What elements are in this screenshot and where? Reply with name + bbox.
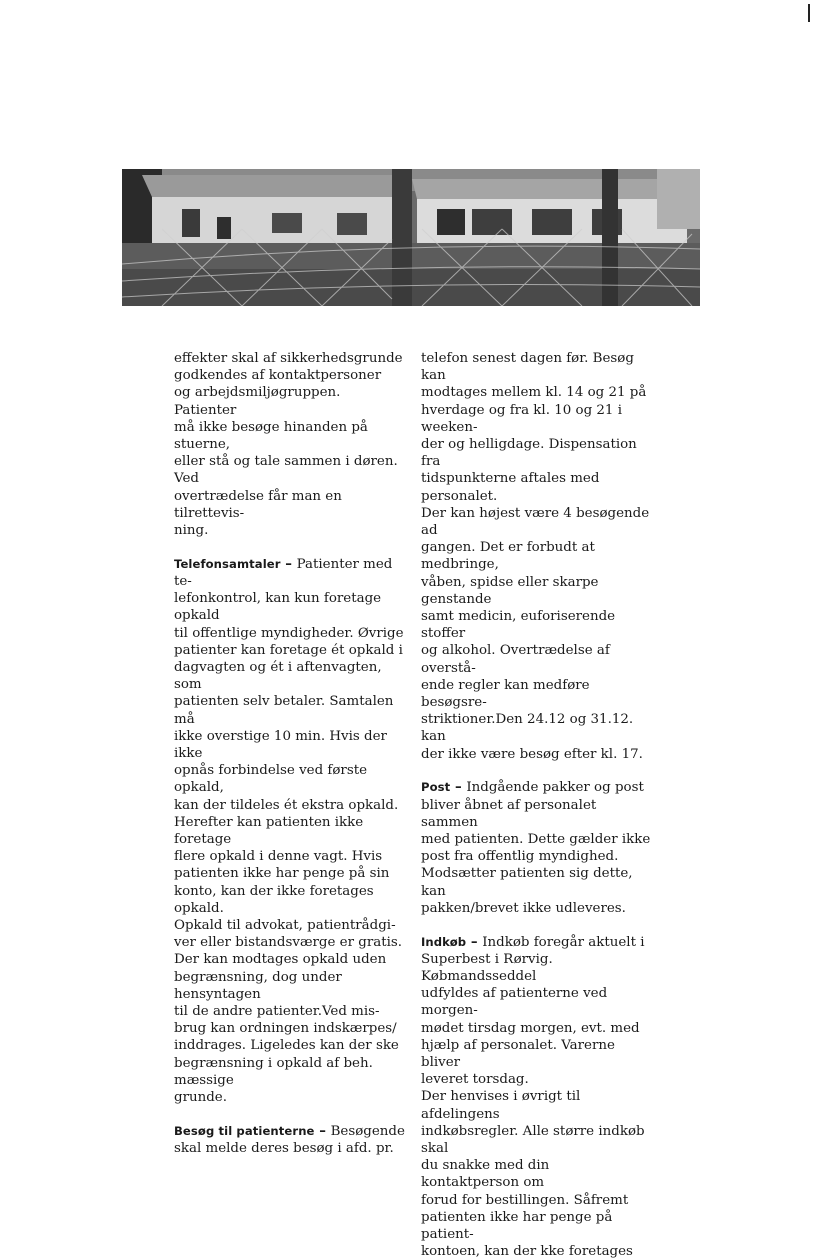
right-column [421, 350, 651, 1260]
indkob-body: Indkøb foregår aktuelt i Superbest i Rørvig. Købmandsseddel udfyldes af patienterne ved morgen- mødet tirsdag morgen, evt. med hjælp af personalet. Varerne bliver leveret torsdag. Der henvises i øvrigt til afdelingens indkøbsregler. Alle større indkøb skal du snakke med din kontaktperson om forud for bestillingen. Såfremt patienten ikke har penge på patient- kontoen, kan der kke foretages [421, 935, 645, 1260]
besog-continuation: telefon senest dagen før. Besøg kan modtages mellem kl. 14 og 21 på hverdage og fra kl. 10 og 21 i weeken- der og helligdage. Dispensation fra tidspunkterne aftales med personalet. Der kan højest være 4 besøgende ad gangen. Det er forbudt at medbringe, våben, spidse eller skarpe genstande samt medicin, euforiserende stoffer og alkohol. Overtrædelse af overstå- ende regler kan medføre besøgsre- striktioner.Den 24.12 og 31.12. kan der ikke være besøg efter kl. 17. [421, 350, 651, 763]
page-edge-mark [808, 4, 810, 22]
indkob-heading: Indkøb [421, 935, 466, 949]
post-section [421, 779, 651, 917]
besog-heading: Besøg til patienterne [174, 1124, 315, 1138]
telefon-body: Patienter med te- lefonkontrol, kan kun foretage opkald til offentlige myndigheder. Øvrige patienter kan foretage ét opkald i dagvagten og ét i aftenvagten, som patienten selv betaler. Samtalen må ikke overstige 10 min. Hvis der ikke opnås forbindelse ved første opkald, kan der tildeles ét ekstra opkald. Herefter kan patienten ikke foretage flere opkald i denne vagt. Hvis patienten ikke har penge på sin konto, kan der ikke foretages opkald. Opkald til advokat, patientrådgi- ver eller bistandsværge er gratis. Der kan modtages opkald uden begrænsning, dog under hensyntagen til de andre patienter.Ved mis- brug kan ordningen indskærpes/ inddrages. Ligeledes kan der ske begrænsning i opkald af beh. mæssige grunde. [174, 557, 404, 1105]
telefon-separator: – [281, 557, 297, 572]
post-separator: – [450, 780, 466, 795]
building-photo-graphic [122, 169, 700, 306]
telefon-section [174, 556, 406, 1107]
besog-body: Besøgende skal melde deres besøg i afd. pr. [174, 1124, 405, 1156]
indkob-section [421, 934, 651, 1260]
besog-separator: – [315, 1124, 331, 1139]
left-column [174, 350, 406, 1157]
telefon-heading: Telefonsamtaler [174, 557, 281, 571]
intro-paragraph: effekter skal af sikkerhedsgrunde godkendes af kontaktpersoner og arbejdsmiljøgruppen. Patienter må ikke besøge hinanden på stuerne, eller stå og tale sammen i døren. Ved overtrædelse får man en tilrettevis- ning. [174, 350, 406, 539]
post-heading: Post [421, 780, 450, 794]
indkob-separator: – [466, 935, 482, 950]
besog-section [174, 1123, 406, 1157]
building-fence-photo [122, 169, 700, 306]
post-body: Indgående pakker og post bliver åbnet af personalet sammen med patienten. Dette gælder ikke post fra offentlig myndighed. Modsætter patienten sig dette, kan pakken/brevet ikke udleveres. [421, 780, 650, 915]
